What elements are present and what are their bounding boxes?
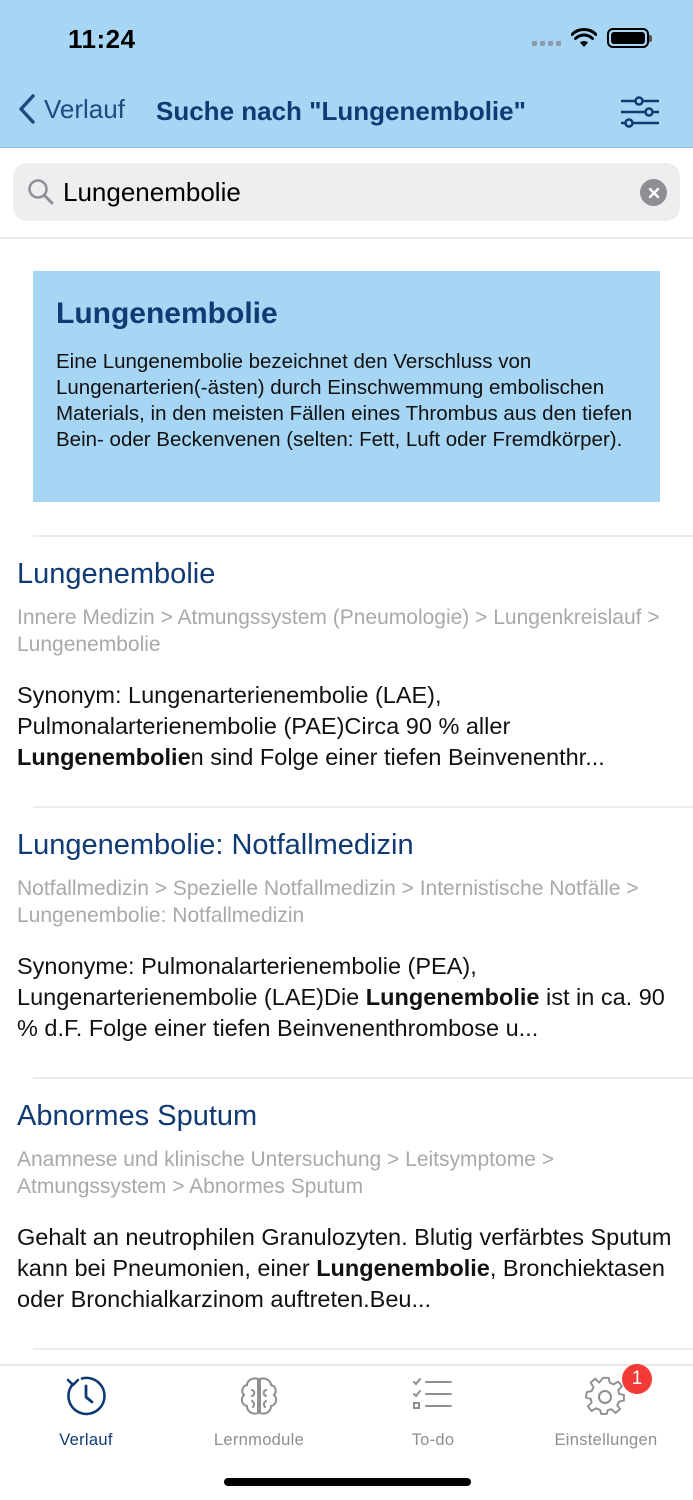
wifi-icon (571, 28, 597, 48)
result-breadcrumb: Anamnese und klinische Untersuchung > Leitsymptome > Atmungssystem > Abnormes Sputum (17, 1148, 554, 1198)
cellular-signal-icon (532, 41, 561, 46)
tab-label: Verlauf (59, 1431, 113, 1449)
highlight: Lungenembolie (365, 984, 540, 1010)
history-clock-icon (64, 1374, 108, 1418)
sliders-icon (619, 94, 661, 130)
clear-x-icon (648, 187, 660, 199)
definition-card[interactable] (33, 271, 660, 502)
highlight: Lungenembolie (17, 744, 191, 770)
back-label: Verlauf (44, 93, 125, 124)
tab-einstellungen[interactable] (526, 1368, 686, 1454)
search-result[interactable] (17, 827, 677, 1044)
divider (33, 535, 693, 537)
battery-icon (607, 28, 649, 48)
divider (33, 1348, 693, 1350)
brain-icon (237, 1374, 281, 1418)
result-snippet: Gehalt an neutrophilen Granulozyten. Blutig verfärbtes Sputum kann bei Pneumonien, einer Lungenembolie, Bronchiektasen oder Bronchialkarzinom auftreten.Beu... (17, 1224, 672, 1312)
search-result[interactable] (17, 1098, 677, 1315)
highlight: Lungenembolie (316, 1255, 490, 1281)
back-button[interactable] (18, 93, 125, 125)
tab-to-do[interactable] (353, 1374, 513, 1454)
result-breadcrumb: Notfallmedizin > Spezielle Notfallmedizin > Internistische Notfälle > Lungenembolie: Notfallmedizin (17, 877, 639, 927)
filter-button[interactable] (619, 94, 661, 130)
result-title[interactable]: Abnormes Sputum (17, 1100, 258, 1132)
result-breadcrumb: Innere Medizin > Atmungssystem (Pneumologie) > Lungenkreislauf > Lungenembolie (17, 606, 660, 656)
result-title[interactable]: Lungenembolie: Notfallmedizin (17, 829, 414, 861)
notification-badge: 1 (622, 1364, 652, 1394)
definition-text: Eine Lungenembolie bezeichnet den Verschluss von Lungenarterien(-ästen) durch Einschwemmung embolischen Materials, in den meisten Fällen eines Thrombus aus den tiefen Bein- oder Beckenvenen (selten: Fett, Luft oder Fremdkörper). (56, 350, 633, 451)
header (0, 0, 693, 148)
tab-label: To-do (411, 1431, 455, 1449)
search-result[interactable] (17, 556, 677, 773)
tab-label: Einstellungen (554, 1431, 658, 1449)
search-input[interactable] (63, 173, 623, 211)
divider (33, 806, 693, 808)
search-section (0, 148, 693, 239)
tab-lernmodule[interactable] (179, 1374, 339, 1454)
status-time: 11:24 (68, 24, 136, 54)
chevron-left-icon (18, 93, 36, 125)
result-snippet: Synonym: Lungenarterienembolie (LAE), Pulmonalarterienembolie (PAE)Circa 90 % aller Lungenembolien sind Folge einer tiefen Beinvenenthr... (17, 682, 605, 770)
page-title: Suche nach "Lungenembolie" (156, 96, 526, 126)
tab-label: Lernmodule (213, 1431, 305, 1449)
result-snippet: Synonyme: Pulmonalarterienembolie (PEA), Lungenarterienembolie (LAE)Die Lungenembolie ist in ca. 90 % d.F. Folge einer tiefen Beinvenenthrombose u... (17, 953, 665, 1041)
checklist-icon (411, 1374, 455, 1418)
status-icons (532, 28, 649, 48)
divider (33, 1077, 693, 1079)
clear-search-button[interactable] (640, 179, 667, 206)
home-indicator[interactable] (224, 1478, 471, 1486)
navigation-bar (0, 88, 693, 136)
tab-verlauf[interactable] (6, 1374, 166, 1454)
search-field[interactable] (13, 163, 680, 221)
result-title[interactable]: Lungenembolie (17, 558, 216, 590)
magnifier-icon (27, 178, 55, 206)
definition-title: Lungenembolie (56, 297, 278, 330)
